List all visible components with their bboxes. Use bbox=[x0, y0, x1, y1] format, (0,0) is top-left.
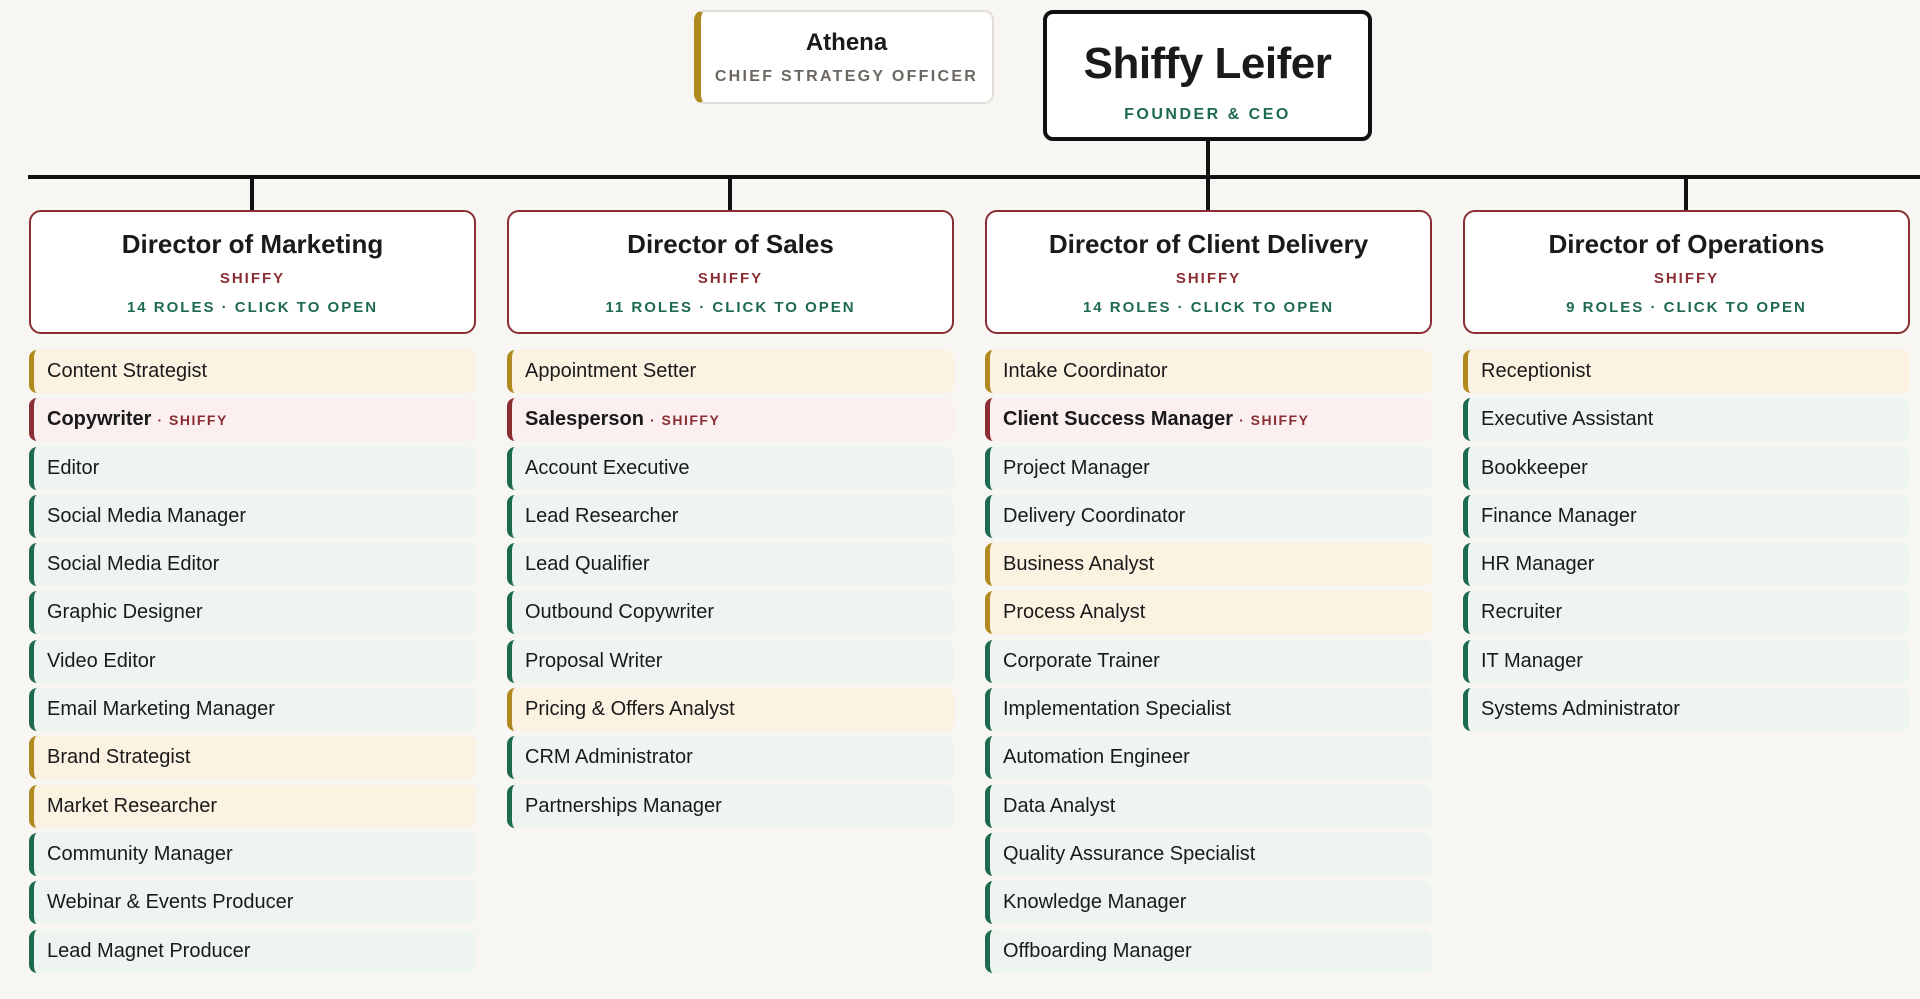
role-label: Email Marketing Manager bbox=[47, 698, 275, 721]
role-label: Systems Administrator bbox=[1481, 698, 1680, 721]
role-item[interactable] bbox=[1463, 688, 1910, 731]
ceo-card[interactable] bbox=[1043, 10, 1372, 141]
role-owner-badge: · SHIFFY bbox=[650, 412, 720, 428]
role-list bbox=[985, 350, 1432, 973]
role-item[interactable] bbox=[985, 881, 1432, 924]
role-list bbox=[1463, 350, 1910, 731]
role-item[interactable] bbox=[985, 736, 1432, 779]
role-label: Quality Assurance Specialist bbox=[1003, 842, 1256, 865]
role-label: Lead Researcher bbox=[525, 504, 679, 527]
role-item[interactable] bbox=[985, 398, 1432, 441]
role-list bbox=[29, 350, 476, 973]
role-label: Pricing & Offers Analyst bbox=[525, 698, 735, 721]
department-column-marketing bbox=[29, 210, 476, 978]
department-connector-sales bbox=[728, 177, 732, 210]
role-item[interactable] bbox=[1463, 398, 1910, 441]
director-role-count: 14 ROLES · CLICK TO OPEN bbox=[1082, 298, 1335, 316]
role-item[interactable] bbox=[29, 688, 476, 731]
role-item[interactable] bbox=[985, 930, 1432, 973]
role-item[interactable] bbox=[985, 543, 1432, 586]
ceo-title: FOUNDER & CEO bbox=[1124, 106, 1291, 124]
director-title: Director of Operations bbox=[1548, 229, 1825, 259]
role-owner-badge: · SHIFFY bbox=[157, 412, 227, 428]
role-item[interactable] bbox=[29, 447, 476, 490]
director-title: Director of Client Delivery bbox=[1048, 229, 1369, 259]
role-item[interactable] bbox=[1463, 543, 1910, 586]
role-label: Editor bbox=[47, 456, 100, 479]
role-item[interactable] bbox=[29, 881, 476, 924]
role-label: Account Executive bbox=[525, 456, 690, 479]
role-owner-badge: · SHIFFY bbox=[1239, 412, 1309, 428]
role-label: Brand Strategist bbox=[47, 746, 191, 769]
role-item[interactable] bbox=[985, 688, 1432, 731]
role-label: Webinar & Events Producer bbox=[47, 891, 294, 914]
role-item[interactable] bbox=[29, 736, 476, 779]
role-label: Social Media Editor bbox=[47, 553, 220, 576]
director-card-client-delivery[interactable] bbox=[985, 210, 1432, 334]
role-item[interactable] bbox=[507, 688, 954, 731]
role-item[interactable] bbox=[507, 447, 954, 490]
role-item[interactable] bbox=[507, 640, 954, 683]
role-item[interactable] bbox=[985, 785, 1432, 828]
department-connector-operations bbox=[1684, 177, 1688, 210]
role-label: IT Manager bbox=[1481, 649, 1583, 672]
role-item[interactable] bbox=[1463, 350, 1910, 393]
department-column-client-delivery bbox=[985, 210, 1432, 978]
role-item[interactable] bbox=[1463, 495, 1910, 538]
role-item[interactable] bbox=[29, 591, 476, 634]
director-role-count: 11 ROLES · CLICK TO OPEN bbox=[605, 298, 856, 316]
role-item[interactable] bbox=[29, 640, 476, 683]
role-label: HR Manager bbox=[1481, 553, 1595, 576]
director-role-count: 9 ROLES · CLICK TO OPEN bbox=[1566, 298, 1807, 316]
role-item[interactable] bbox=[507, 543, 954, 586]
role-label: Client Success Manager bbox=[1003, 408, 1234, 431]
role-label: Partnerships Manager bbox=[525, 794, 722, 817]
role-label: Intake Coordinator bbox=[1003, 360, 1168, 382]
director-owner: SHIFFY bbox=[697, 269, 764, 287]
director-card-operations[interactable] bbox=[1463, 210, 1910, 334]
role-label: Salesperson bbox=[525, 408, 644, 431]
role-label: Knowledge Manager bbox=[1003, 891, 1187, 914]
role-item[interactable] bbox=[29, 543, 476, 586]
role-item[interactable] bbox=[985, 495, 1432, 538]
role-label: Receptionist bbox=[1481, 360, 1592, 382]
role-label: Data Analyst bbox=[1003, 794, 1116, 817]
role-label: Proposal Writer bbox=[525, 649, 663, 672]
role-label: Outbound Copywriter bbox=[525, 601, 714, 624]
role-item[interactable] bbox=[985, 447, 1432, 490]
role-item[interactable] bbox=[29, 785, 476, 828]
role-item[interactable] bbox=[1463, 447, 1910, 490]
role-item[interactable] bbox=[507, 398, 954, 441]
director-owner: SHIFFY bbox=[1653, 269, 1720, 287]
ceo-name: Shiffy Leifer bbox=[1083, 39, 1332, 88]
role-item[interactable] bbox=[507, 591, 954, 634]
director-role-count: 14 ROLES · CLICK TO OPEN bbox=[126, 298, 379, 316]
role-label: Lead Magnet Producer bbox=[47, 939, 251, 962]
director-title: Director of Sales bbox=[627, 229, 834, 259]
role-item[interactable] bbox=[985, 591, 1432, 634]
role-item[interactable] bbox=[507, 736, 954, 779]
role-label: Recruiter bbox=[1481, 601, 1563, 624]
role-item[interactable] bbox=[985, 640, 1432, 683]
director-card-marketing[interactable] bbox=[29, 210, 476, 334]
role-label: Graphic Designer bbox=[47, 601, 203, 624]
role-item[interactable] bbox=[29, 930, 476, 973]
role-label: Executive Assistant bbox=[1481, 408, 1654, 431]
role-item[interactable] bbox=[29, 833, 476, 876]
role-label: Project Manager bbox=[1003, 456, 1150, 479]
cso-card[interactable] bbox=[694, 10, 994, 104]
role-label: CRM Administrator bbox=[525, 746, 693, 769]
role-label: Social Media Manager bbox=[47, 504, 246, 527]
department-connector-bar bbox=[28, 175, 1920, 179]
role-item[interactable] bbox=[985, 833, 1432, 876]
role-label: Bookkeeper bbox=[1481, 456, 1588, 479]
role-item[interactable] bbox=[29, 495, 476, 538]
director-owner: SHIFFY bbox=[219, 269, 286, 287]
cso-name: Athena bbox=[805, 29, 888, 56]
department-connector-client-delivery bbox=[1206, 177, 1210, 210]
role-label: Market Researcher bbox=[47, 794, 218, 817]
role-item[interactable] bbox=[1463, 591, 1910, 634]
role-item[interactable] bbox=[985, 350, 1432, 393]
director-owner: SHIFFY bbox=[1175, 269, 1242, 287]
role-label: Automation Engineer bbox=[1003, 746, 1190, 769]
department-column-operations bbox=[1463, 210, 1910, 736]
cso-title: CHIEF STRATEGY OFFICER bbox=[714, 68, 979, 86]
role-label: Copywriter bbox=[47, 408, 152, 431]
role-label: Finance Manager bbox=[1481, 504, 1637, 527]
director-title: Director of Marketing bbox=[121, 229, 384, 259]
director-card-sales[interactable] bbox=[507, 210, 954, 334]
role-label: Video Editor bbox=[47, 649, 156, 672]
department-connector-marketing bbox=[250, 177, 254, 210]
role-label: Implementation Specialist bbox=[1003, 698, 1231, 721]
role-label: Offboarding Manager bbox=[1003, 939, 1192, 962]
role-label: Corporate Trainer bbox=[1003, 649, 1160, 672]
role-item[interactable] bbox=[29, 350, 476, 393]
role-list bbox=[507, 350, 954, 828]
role-label: Appointment Setter bbox=[525, 360, 697, 382]
role-label: Business Analyst bbox=[1003, 553, 1155, 576]
role-item[interactable] bbox=[29, 398, 476, 441]
role-item[interactable] bbox=[1463, 640, 1910, 683]
role-item[interactable] bbox=[507, 350, 954, 393]
role-item[interactable] bbox=[507, 785, 954, 828]
role-label: Community Manager bbox=[47, 842, 233, 865]
ceo-connector bbox=[1206, 141, 1210, 177]
role-item[interactable] bbox=[507, 495, 954, 538]
role-label: Lead Qualifier bbox=[525, 553, 650, 576]
role-label: Process Analyst bbox=[1003, 601, 1146, 624]
department-column-sales bbox=[507, 210, 954, 833]
role-label: Content Strategist bbox=[47, 360, 208, 382]
role-label: Delivery Coordinator bbox=[1003, 504, 1186, 527]
